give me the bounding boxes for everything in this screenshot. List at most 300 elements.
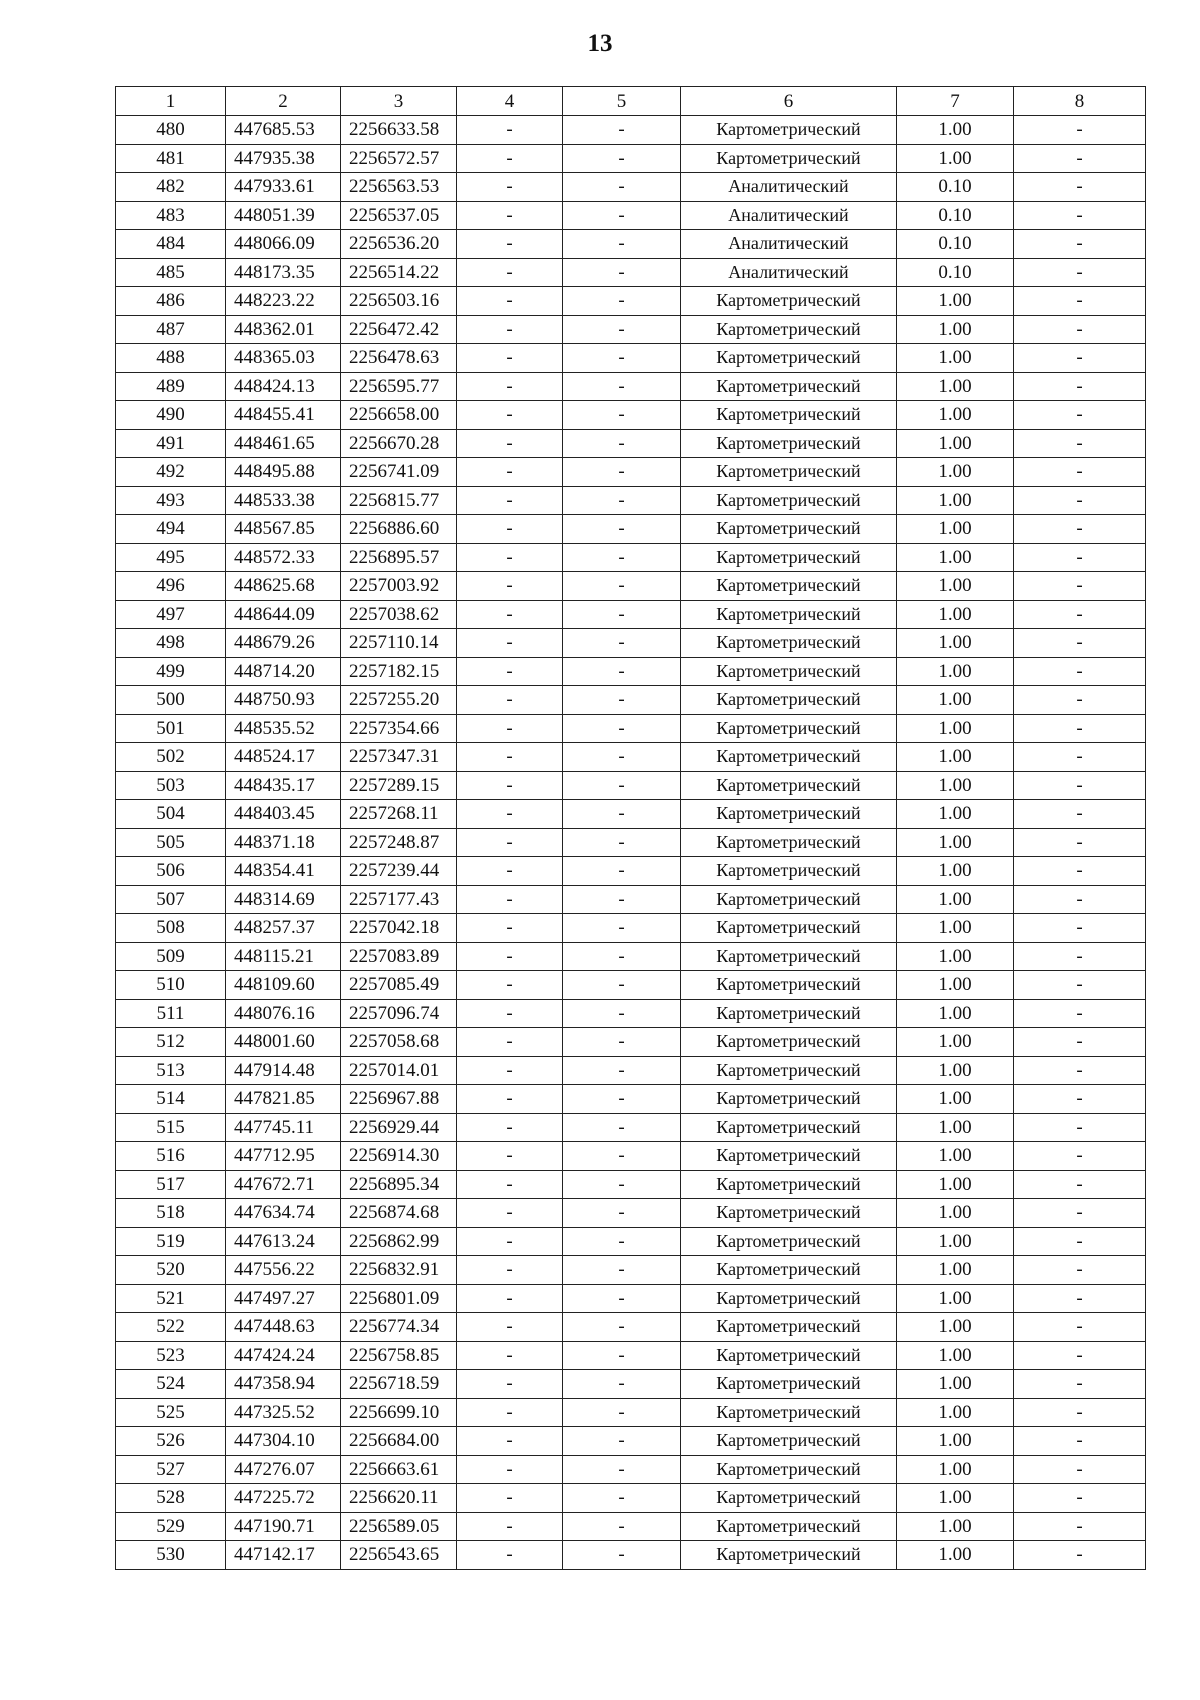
x-coordinate-cell: 448461.65 (226, 429, 341, 458)
method-cell: Аналитический (681, 173, 897, 202)
point-number-cell: 482 (116, 173, 226, 202)
table-row (116, 1085, 1146, 1114)
col-5-value-cell: - (563, 144, 681, 173)
method-cell: Картометрический (681, 1142, 897, 1171)
accuracy-cell: 1.00 (897, 828, 1014, 857)
x-coordinate-cell: 447745.11 (226, 1113, 341, 1142)
col-8-value-cell: - (1014, 515, 1146, 544)
x-coordinate-cell: 447914.48 (226, 1056, 341, 1085)
y-coordinate-cell: 2257177.43 (341, 885, 457, 914)
method-cell: Картометрический (681, 116, 897, 145)
col-4-value-cell: - (457, 1313, 563, 1342)
col-5-value-cell: - (563, 1427, 681, 1456)
point-number-cell: 514 (116, 1085, 226, 1114)
point-number-cell: 509 (116, 942, 226, 971)
col-4-value-cell: - (457, 1455, 563, 1484)
col-5-value-cell: - (563, 315, 681, 344)
col-8-value-cell: - (1014, 1256, 1146, 1285)
table-row (116, 743, 1146, 772)
point-number-cell: 529 (116, 1512, 226, 1541)
table-row (116, 1398, 1146, 1427)
col-4-value-cell: - (457, 344, 563, 373)
table-row (116, 458, 1146, 487)
point-number-cell: 530 (116, 1541, 226, 1570)
col-5-value-cell: - (563, 344, 681, 373)
col-4-value-cell: - (457, 1199, 563, 1228)
accuracy-cell: 1.00 (897, 629, 1014, 658)
method-cell: Картометрический (681, 1370, 897, 1399)
col-5-value-cell: - (563, 515, 681, 544)
col-5-value-cell: - (563, 1227, 681, 1256)
col-8-value-cell: - (1014, 1284, 1146, 1313)
table-row (116, 971, 1146, 1000)
accuracy-cell: 1.00 (897, 458, 1014, 487)
x-coordinate-cell: 447634.74 (226, 1199, 341, 1228)
x-coordinate-cell: 447556.22 (226, 1256, 341, 1285)
col-4-value-cell: - (457, 971, 563, 1000)
point-number-cell: 510 (116, 971, 226, 1000)
method-cell: Картометрический (681, 1284, 897, 1313)
col-4-value-cell: - (457, 543, 563, 572)
table-row (116, 657, 1146, 686)
col-5-value-cell: - (563, 1199, 681, 1228)
col-4-value-cell: - (457, 771, 563, 800)
method-cell: Картометрический (681, 1455, 897, 1484)
page-number: 13 (587, 30, 613, 57)
x-coordinate-cell: 448109.60 (226, 971, 341, 1000)
point-number-cell: 489 (116, 372, 226, 401)
method-cell: Картометрический (681, 515, 897, 544)
y-coordinate-cell: 2256589.05 (341, 1512, 457, 1541)
col-4-value-cell: - (457, 1541, 563, 1570)
point-number-cell: 493 (116, 486, 226, 515)
accuracy-cell: 1.00 (897, 372, 1014, 401)
method-cell: Картометрический (681, 942, 897, 971)
x-coordinate-cell: 447304.10 (226, 1427, 341, 1456)
col-8-value-cell: - (1014, 315, 1146, 344)
y-coordinate-cell: 2257003.92 (341, 572, 457, 601)
accuracy-cell: 1.00 (897, 1313, 1014, 1342)
y-coordinate-cell: 2256832.91 (341, 1256, 457, 1285)
method-cell: Картометрический (681, 1313, 897, 1342)
col-8-value-cell: - (1014, 429, 1146, 458)
method-cell: Картометрический (681, 1341, 897, 1370)
accuracy-cell: 1.00 (897, 515, 1014, 544)
table-row (116, 914, 1146, 943)
table-row (116, 714, 1146, 743)
coordinates-table (115, 86, 1146, 1570)
column-header-6: 6 (681, 87, 897, 116)
table-row (116, 999, 1146, 1028)
col-4-value-cell: - (457, 201, 563, 230)
y-coordinate-cell: 2257096.74 (341, 999, 457, 1028)
col-8-value-cell: - (1014, 857, 1146, 886)
x-coordinate-cell: 447821.85 (226, 1085, 341, 1114)
table-row (116, 1284, 1146, 1313)
method-cell: Картометрический (681, 401, 897, 430)
col-4-value-cell: - (457, 885, 563, 914)
y-coordinate-cell: 2256718.59 (341, 1370, 457, 1399)
x-coordinate-cell: 448535.52 (226, 714, 341, 743)
x-coordinate-cell: 447276.07 (226, 1455, 341, 1484)
table-row (116, 372, 1146, 401)
point-number-cell: 487 (116, 315, 226, 344)
col-4-value-cell: - (457, 1427, 563, 1456)
col-4-value-cell: - (457, 1398, 563, 1427)
column-header-1: 1 (116, 87, 226, 116)
col-5-value-cell: - (563, 743, 681, 772)
method-cell: Картометрический (681, 600, 897, 629)
col-5-value-cell: - (563, 1256, 681, 1285)
table-row (116, 1370, 1146, 1399)
col-8-value-cell: - (1014, 686, 1146, 715)
col-5-value-cell: - (563, 914, 681, 943)
col-8-value-cell: - (1014, 714, 1146, 743)
point-number-cell: 519 (116, 1227, 226, 1256)
point-number-cell: 490 (116, 401, 226, 430)
x-coordinate-cell: 447325.52 (226, 1398, 341, 1427)
point-number-cell: 518 (116, 1199, 226, 1228)
col-4-value-cell: - (457, 287, 563, 316)
table-body (116, 116, 1146, 1570)
x-coordinate-cell: 448679.26 (226, 629, 341, 658)
col-5-value-cell: - (563, 1113, 681, 1142)
col-5-value-cell: - (563, 1484, 681, 1513)
col-8-value-cell: - (1014, 201, 1146, 230)
point-number-cell: 515 (116, 1113, 226, 1142)
col-4-value-cell: - (457, 486, 563, 515)
point-number-cell: 517 (116, 1170, 226, 1199)
y-coordinate-cell: 2256684.00 (341, 1427, 457, 1456)
point-number-cell: 516 (116, 1142, 226, 1171)
y-coordinate-cell: 2257038.62 (341, 600, 457, 629)
table-row (116, 1028, 1146, 1057)
table-row (116, 287, 1146, 316)
point-number-cell: 513 (116, 1056, 226, 1085)
y-coordinate-cell: 2257289.15 (341, 771, 457, 800)
point-number-cell: 503 (116, 771, 226, 800)
accuracy-cell: 1.00 (897, 1170, 1014, 1199)
col-4-value-cell: - (457, 230, 563, 259)
method-cell: Картометрический (681, 686, 897, 715)
point-number-cell: 524 (116, 1370, 226, 1399)
x-coordinate-cell: 447613.24 (226, 1227, 341, 1256)
method-cell: Картометрический (681, 1085, 897, 1114)
x-coordinate-cell: 447672.71 (226, 1170, 341, 1199)
col-8-value-cell: - (1014, 401, 1146, 430)
accuracy-cell: 1.00 (897, 543, 1014, 572)
x-coordinate-cell: 447685.53 (226, 116, 341, 145)
point-number-cell: 525 (116, 1398, 226, 1427)
col-4-value-cell: - (457, 942, 563, 971)
col-4-value-cell: - (457, 258, 563, 287)
table-row (116, 1056, 1146, 1085)
accuracy-cell: 1.00 (897, 1541, 1014, 1570)
accuracy-cell: 0.10 (897, 201, 1014, 230)
y-coordinate-cell: 2257248.87 (341, 828, 457, 857)
table-row (116, 1256, 1146, 1285)
accuracy-cell: 1.00 (897, 1056, 1014, 1085)
method-cell: Картометрический (681, 1170, 897, 1199)
table-row (116, 942, 1146, 971)
method-cell: Аналитический (681, 230, 897, 259)
accuracy-cell: 1.00 (897, 1113, 1014, 1142)
table-row (116, 1199, 1146, 1228)
method-cell: Картометрический (681, 800, 897, 829)
col-4-value-cell: - (457, 1227, 563, 1256)
point-number-cell: 494 (116, 515, 226, 544)
table-row (116, 686, 1146, 715)
accuracy-cell: 1.00 (897, 429, 1014, 458)
x-coordinate-cell: 448644.09 (226, 600, 341, 629)
point-number-cell: 512 (116, 1028, 226, 1057)
col-5-value-cell: - (563, 1541, 681, 1570)
accuracy-cell: 1.00 (897, 657, 1014, 686)
point-number-cell: 486 (116, 287, 226, 316)
col-5-value-cell: - (563, 401, 681, 430)
method-cell: Картометрический (681, 914, 897, 943)
col-5-value-cell: - (563, 201, 681, 230)
table-row (116, 1227, 1146, 1256)
point-number-cell: 501 (116, 714, 226, 743)
col-5-value-cell: - (563, 1056, 681, 1085)
accuracy-cell: 1.00 (897, 486, 1014, 515)
col-4-value-cell: - (457, 1512, 563, 1541)
y-coordinate-cell: 2256895.57 (341, 543, 457, 572)
method-cell: Картометрический (681, 1113, 897, 1142)
col-5-value-cell: - (563, 942, 681, 971)
y-coordinate-cell: 2256514.22 (341, 258, 457, 287)
col-5-value-cell: - (563, 1341, 681, 1370)
method-cell: Картометрический (681, 429, 897, 458)
col-8-value-cell: - (1014, 1199, 1146, 1228)
accuracy-cell: 1.00 (897, 1427, 1014, 1456)
method-cell: Картометрический (681, 743, 897, 772)
table-row (116, 857, 1146, 886)
table-row (116, 885, 1146, 914)
accuracy-cell: 1.00 (897, 116, 1014, 145)
y-coordinate-cell: 2257014.01 (341, 1056, 457, 1085)
col-5-value-cell: - (563, 771, 681, 800)
col-5-value-cell: - (563, 971, 681, 1000)
x-coordinate-cell: 447933.61 (226, 173, 341, 202)
col-8-value-cell: - (1014, 800, 1146, 829)
col-4-value-cell: - (457, 144, 563, 173)
y-coordinate-cell: 2256670.28 (341, 429, 457, 458)
col-8-value-cell: - (1014, 629, 1146, 658)
col-5-value-cell: - (563, 657, 681, 686)
x-coordinate-cell: 447358.94 (226, 1370, 341, 1399)
point-number-cell: 483 (116, 201, 226, 230)
col-5-value-cell: - (563, 714, 681, 743)
table-row (116, 828, 1146, 857)
accuracy-cell: 1.00 (897, 885, 1014, 914)
table-row (116, 201, 1146, 230)
x-coordinate-cell: 448625.68 (226, 572, 341, 601)
y-coordinate-cell: 2257255.20 (341, 686, 457, 715)
col-4-value-cell: - (457, 1256, 563, 1285)
col-4-value-cell: - (457, 800, 563, 829)
col-5-value-cell: - (563, 1170, 681, 1199)
accuracy-cell: 1.00 (897, 315, 1014, 344)
x-coordinate-cell: 448495.88 (226, 458, 341, 487)
point-number-cell: 484 (116, 230, 226, 259)
table-row (116, 600, 1146, 629)
col-8-value-cell: - (1014, 657, 1146, 686)
table-row (116, 1512, 1146, 1541)
col-8-value-cell: - (1014, 1370, 1146, 1399)
accuracy-cell: 0.10 (897, 173, 1014, 202)
col-5-value-cell: - (563, 486, 681, 515)
method-cell: Картометрический (681, 287, 897, 316)
accuracy-cell: 1.00 (897, 1398, 1014, 1427)
table-row (116, 1113, 1146, 1142)
accuracy-cell: 1.00 (897, 572, 1014, 601)
method-cell: Картометрический (681, 144, 897, 173)
col-4-value-cell: - (457, 999, 563, 1028)
x-coordinate-cell: 447424.24 (226, 1341, 341, 1370)
accuracy-cell: 1.00 (897, 600, 1014, 629)
col-8-value-cell: - (1014, 344, 1146, 373)
y-coordinate-cell: 2257239.44 (341, 857, 457, 886)
point-number-cell: 526 (116, 1427, 226, 1456)
column-header-8: 8 (1014, 87, 1146, 116)
accuracy-cell: 1.00 (897, 1227, 1014, 1256)
col-8-value-cell: - (1014, 1113, 1146, 1142)
col-8-value-cell: - (1014, 1142, 1146, 1171)
y-coordinate-cell: 2257085.49 (341, 971, 457, 1000)
x-coordinate-cell: 448572.33 (226, 543, 341, 572)
x-coordinate-cell: 448371.18 (226, 828, 341, 857)
col-8-value-cell: - (1014, 743, 1146, 772)
x-coordinate-cell: 448365.03 (226, 344, 341, 373)
col-5-value-cell: - (563, 543, 681, 572)
col-5-value-cell: - (563, 828, 681, 857)
table-header-row (116, 87, 1146, 116)
table-row (116, 800, 1146, 829)
method-cell: Картометрический (681, 315, 897, 344)
x-coordinate-cell: 448051.39 (226, 201, 341, 230)
point-number-cell: 481 (116, 144, 226, 173)
accuracy-cell: 1.00 (897, 287, 1014, 316)
table-row (116, 429, 1146, 458)
x-coordinate-cell: 448362.01 (226, 315, 341, 344)
col-8-value-cell: - (1014, 1484, 1146, 1513)
col-8-value-cell: - (1014, 572, 1146, 601)
y-coordinate-cell: 2256563.53 (341, 173, 457, 202)
column-header-2: 2 (226, 87, 341, 116)
table-row (116, 116, 1146, 145)
col-8-value-cell: - (1014, 543, 1146, 572)
x-coordinate-cell: 448435.17 (226, 771, 341, 800)
col-4-value-cell: - (457, 1284, 563, 1313)
method-cell: Картометрический (681, 885, 897, 914)
x-coordinate-cell: 448314.69 (226, 885, 341, 914)
y-coordinate-cell: 2257110.14 (341, 629, 457, 658)
accuracy-cell: 1.00 (897, 971, 1014, 1000)
x-coordinate-cell: 448455.41 (226, 401, 341, 430)
y-coordinate-cell: 2256595.77 (341, 372, 457, 401)
col-8-value-cell: - (1014, 458, 1146, 487)
x-coordinate-cell: 447142.17 (226, 1541, 341, 1570)
x-coordinate-cell: 448424.13 (226, 372, 341, 401)
accuracy-cell: 1.00 (897, 800, 1014, 829)
col-4-value-cell: - (457, 1170, 563, 1199)
col-4-value-cell: - (457, 1113, 563, 1142)
x-coordinate-cell: 447448.63 (226, 1313, 341, 1342)
method-cell: Картометрический (681, 543, 897, 572)
col-4-value-cell: - (457, 686, 563, 715)
point-number-cell: 521 (116, 1284, 226, 1313)
accuracy-cell: 1.00 (897, 401, 1014, 430)
method-cell: Картометрический (681, 458, 897, 487)
y-coordinate-cell: 2256472.42 (341, 315, 457, 344)
table-row (116, 543, 1146, 572)
x-coordinate-cell: 447935.38 (226, 144, 341, 173)
col-5-value-cell: - (563, 258, 681, 287)
point-number-cell: 496 (116, 572, 226, 601)
table-row (116, 344, 1146, 373)
col-8-value-cell: - (1014, 1455, 1146, 1484)
y-coordinate-cell: 2256658.00 (341, 401, 457, 430)
table-row (116, 1341, 1146, 1370)
method-cell: Картометрический (681, 999, 897, 1028)
col-8-value-cell: - (1014, 116, 1146, 145)
x-coordinate-cell: 448076.16 (226, 999, 341, 1028)
col-4-value-cell: - (457, 1085, 563, 1114)
col-5-value-cell: - (563, 686, 681, 715)
method-cell: Картометрический (681, 657, 897, 686)
x-coordinate-cell: 448567.85 (226, 515, 341, 544)
col-5-value-cell: - (563, 885, 681, 914)
x-coordinate-cell: 448524.17 (226, 743, 341, 772)
method-cell: Картометрический (681, 572, 897, 601)
y-coordinate-cell: 2256543.65 (341, 1541, 457, 1570)
col-5-value-cell: - (563, 1142, 681, 1171)
method-cell: Картометрический (681, 1028, 897, 1057)
col-8-value-cell: - (1014, 173, 1146, 202)
accuracy-cell: 1.00 (897, 144, 1014, 173)
col-8-value-cell: - (1014, 885, 1146, 914)
col-5-value-cell: - (563, 372, 681, 401)
y-coordinate-cell: 2257347.31 (341, 743, 457, 772)
y-coordinate-cell: 2256862.99 (341, 1227, 457, 1256)
point-number-cell: 480 (116, 116, 226, 145)
point-number-cell: 498 (116, 629, 226, 658)
col-4-value-cell: - (457, 1370, 563, 1399)
table-row (116, 572, 1146, 601)
col-4-value-cell: - (457, 429, 563, 458)
col-5-value-cell: - (563, 1313, 681, 1342)
col-5-value-cell: - (563, 857, 681, 886)
y-coordinate-cell: 2257083.89 (341, 942, 457, 971)
accuracy-cell: 1.00 (897, 714, 1014, 743)
col-8-value-cell: - (1014, 600, 1146, 629)
col-8-value-cell: - (1014, 1341, 1146, 1370)
y-coordinate-cell: 2257354.66 (341, 714, 457, 743)
table-row (116, 230, 1146, 259)
x-coordinate-cell: 448257.37 (226, 914, 341, 943)
accuracy-cell: 1.00 (897, 1512, 1014, 1541)
x-coordinate-cell: 447225.72 (226, 1484, 341, 1513)
method-cell: Картометрический (681, 1227, 897, 1256)
method-cell: Картометрический (681, 714, 897, 743)
y-coordinate-cell: 2256537.05 (341, 201, 457, 230)
method-cell: Аналитический (681, 201, 897, 230)
method-cell: Картометрический (681, 857, 897, 886)
y-coordinate-cell: 2256699.10 (341, 1398, 457, 1427)
table-row (116, 1541, 1146, 1570)
